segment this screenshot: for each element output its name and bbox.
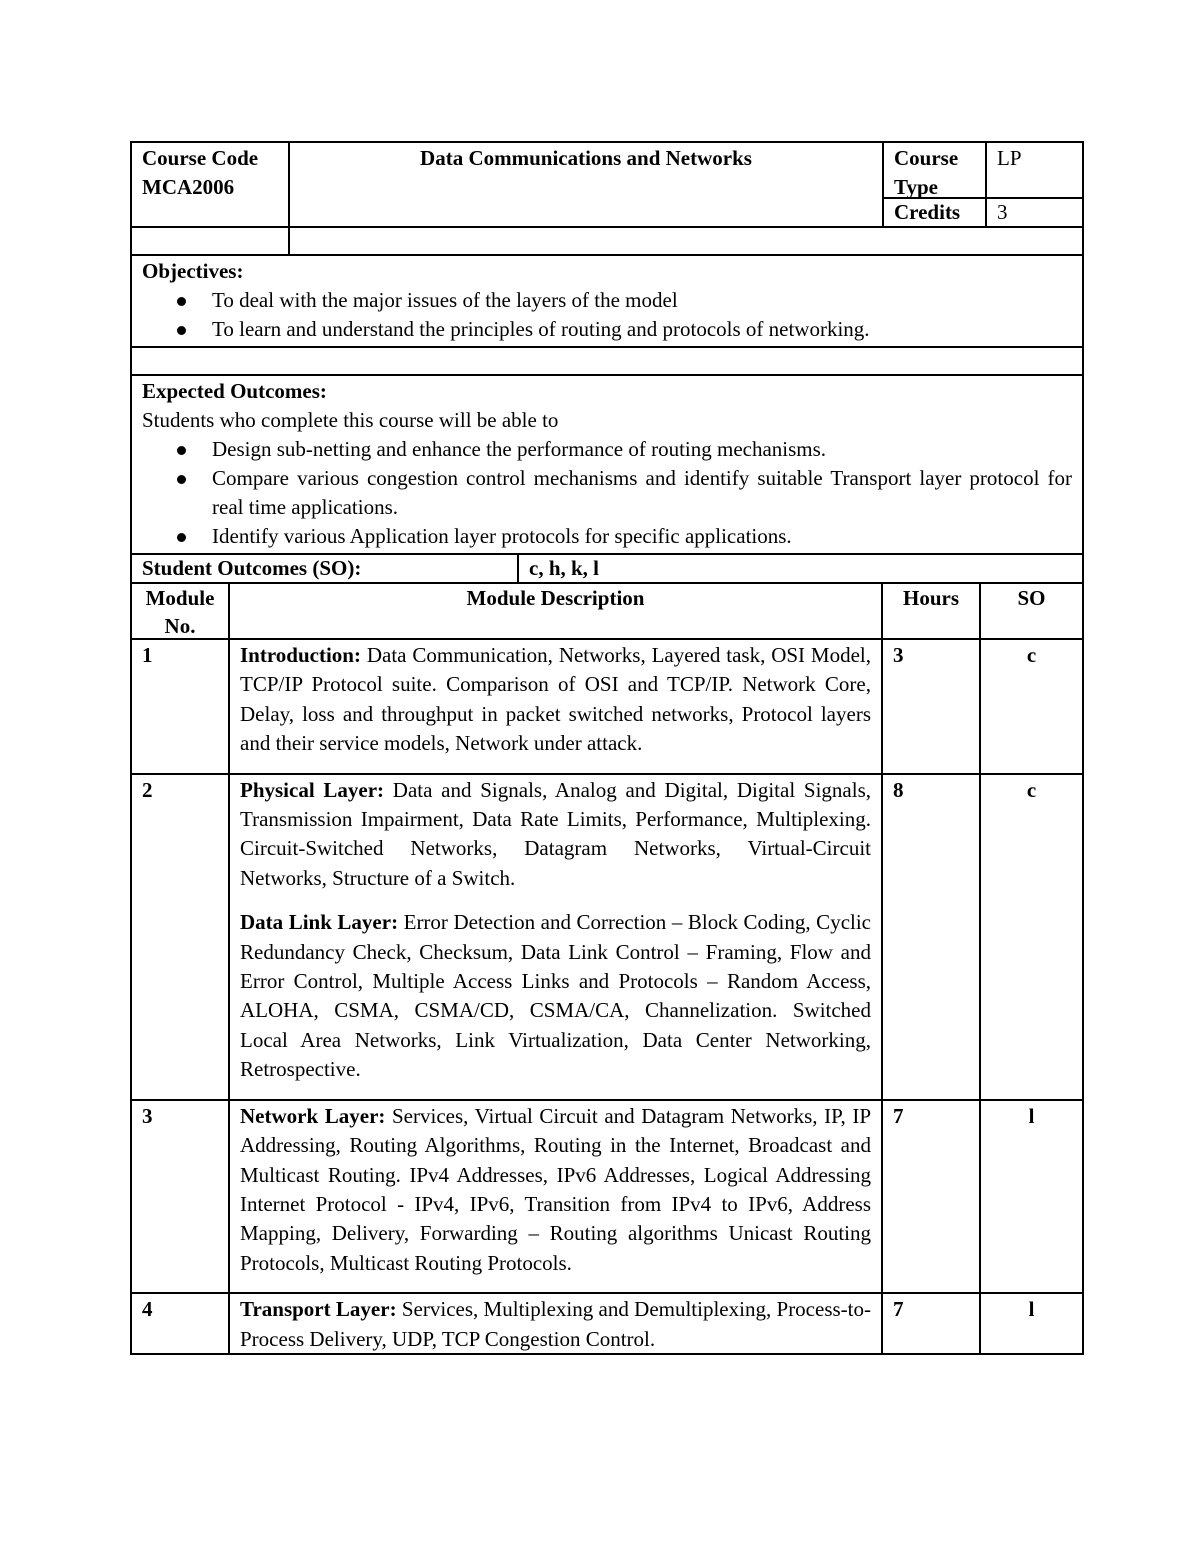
blank-row	[132, 348, 1084, 376]
course-type-label: Course Type	[884, 143, 987, 197]
table-row	[132, 640, 1084, 775]
table-row	[132, 775, 1084, 1101]
student-outcomes-label: Student Outcomes (SO):	[132, 555, 519, 582]
blank-row	[132, 228, 1084, 256]
list-item: To deal with the major issues of the layers of the model	[142, 286, 1072, 315]
list-item: Identify various Application layer protocols for specific applications.	[142, 522, 1072, 551]
course-code-value: MCA2006	[142, 175, 235, 199]
module-hours: 7	[883, 1294, 981, 1353]
course-syllabus-table	[130, 141, 1084, 1355]
module-description-header: Module Description	[230, 584, 883, 638]
module-description: Transport Layer: Services, Multiplexing and Demultiplexing, Process-to-Process Delivery, UDP, TCP Congestion Control.	[230, 1294, 883, 1353]
module-hours: 7	[883, 1101, 981, 1292]
module-number: 2	[132, 775, 230, 1099]
module-so: l	[981, 1101, 1084, 1292]
list-item: Compare various congestion control mechanisms and identify suitable Transport layer protocol for real time applications.	[142, 464, 1072, 522]
hours-header: Hours	[883, 584, 981, 638]
module-number: 3	[132, 1101, 230, 1292]
module-description: Network Layer: Services, Virtual Circuit and Datagram Networks, IP, IP Addressing, Routing Algorithms, Routing in the Internet, Broadcast and Multicast Routing. IPv4 Addresses, IPv6 Addresses, Logical Addressing Internet Protocol - IPv4, IPv6, Transition from IPv4 to IPv6, Address Mapping, Delivery, Forwarding – Routing algorithms Unicast Routing Protocols, Multicast Routing Protocols.	[230, 1101, 883, 1292]
module-no-header: Module No.	[132, 584, 230, 638]
course-title: Data Communications and Networks	[290, 143, 884, 226]
student-outcomes-value: c, h, k, l	[519, 555, 1084, 582]
course-code-cell	[132, 143, 290, 226]
module-so: c	[981, 640, 1084, 773]
outcomes-intro: Students who complete this course will be able to	[142, 408, 559, 432]
module-so: c	[981, 775, 1084, 1099]
course-code-label: Course Code	[142, 146, 259, 170]
module-number: 1	[132, 640, 230, 773]
modules-header-row	[132, 584, 1084, 640]
credits-value: 3	[987, 199, 1084, 226]
list-item: Design sub-netting and enhance the performance of routing mechanisms.	[142, 435, 1072, 464]
list-item: To learn and understand the principles of routing and protocols of networking.	[142, 315, 1072, 344]
table-row	[132, 1101, 1084, 1294]
module-description: Introduction: Data Communication, Networks, Layered task, OSI Model, TCP/IP Protocol suite. Comparison of OSI and TCP/IP. Network Core, Delay, loss and throughput in packet switched networks, Protocol layers and their service models, Network under attack.	[230, 640, 883, 773]
course-type-value: LP	[987, 143, 1084, 197]
objectives-list	[142, 286, 1072, 344]
module-description: Physical Layer: Data and Signals, Analog and Digital, Digital Signals, Transmission Impairment, Data Rate Limits, Performance, Multiplexing. Circuit-Switched Networks, Datagram Networks, Virtual-Circuit Networks, Structure of a Switch. Data Link Layer: Error Detection and Correction – Block Coding, Cyclic Redundancy Check, Checksum, Data Link Control – Framing, Flow and Error Control, Multiple Access Links and Protocols – Random Access, ALOHA, CSMA, CSMA/CD, CSMA/CA, Channelization. Switched Local Area Networks, Link Virtualization, Data Center Networking, Retrospective.	[230, 775, 883, 1099]
outcomes-heading: Expected Outcomes:	[142, 379, 327, 403]
so-header: SO	[981, 584, 1084, 638]
course-meta	[884, 143, 1084, 226]
outcomes-list	[142, 435, 1072, 551]
objectives-heading: Objectives:	[142, 259, 244, 283]
credits-label: Credits	[884, 199, 987, 226]
objectives-section	[132, 256, 1084, 348]
outcomes-section	[132, 376, 1084, 555]
module-so: l	[981, 1294, 1084, 1353]
module-number: 4	[132, 1294, 230, 1353]
course-header-row	[132, 143, 1084, 228]
module-hours: 3	[883, 640, 981, 773]
student-outcomes-row	[132, 555, 1084, 584]
table-row	[132, 1294, 1084, 1355]
module-hours: 8	[883, 775, 981, 1099]
